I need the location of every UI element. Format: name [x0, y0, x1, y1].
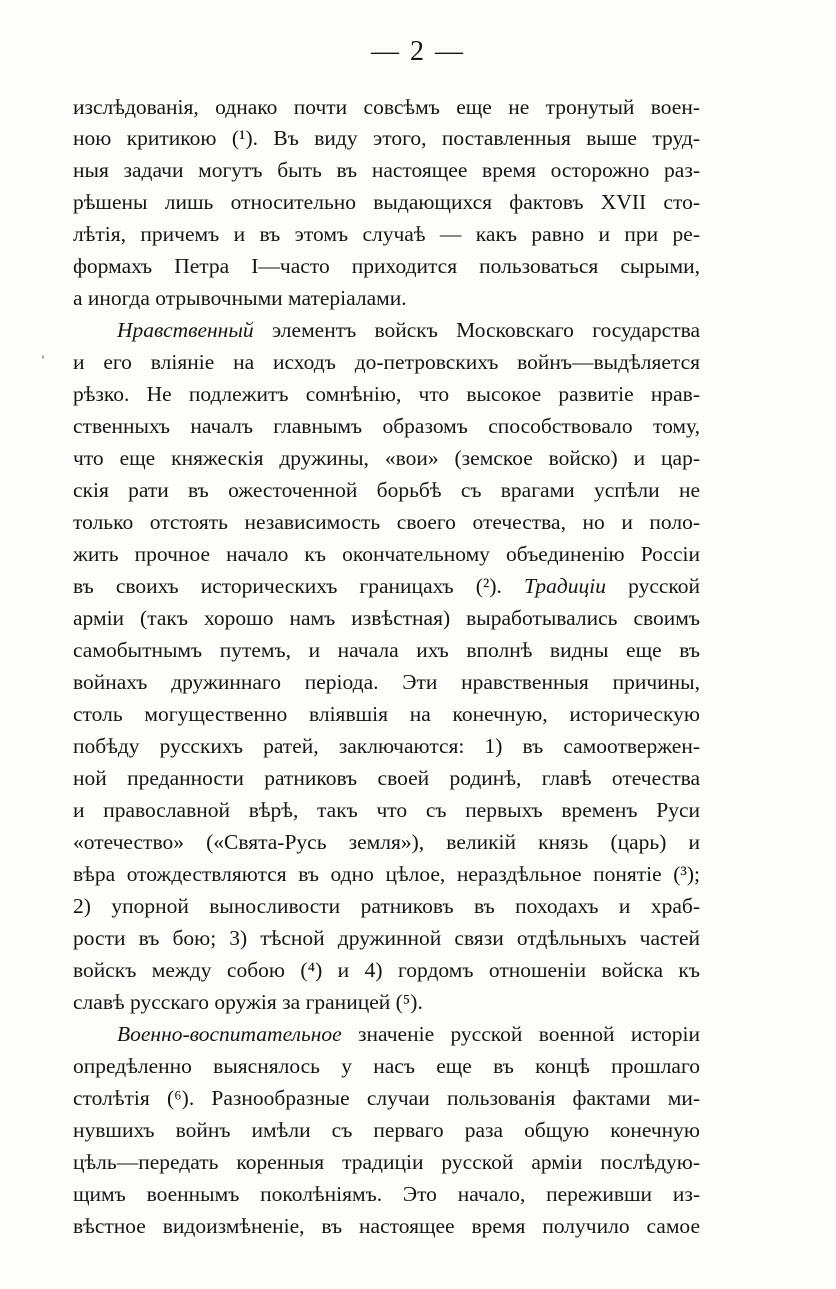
- text-line: рости въ бою; 3) тѣсной дружинной связи отдѣльныхъ частей: [73, 926, 700, 950]
- text-line: ною критикою (¹). Въ виду этого, поставленныя выше труд-: [73, 126, 700, 150]
- text-line: рѣшены лишь относительно выдающихся фактовъ XVII сто-: [73, 190, 700, 214]
- text-line: войнахъ дружиннаго періода. Эти нравственныя причины,: [73, 670, 700, 694]
- text-line: а иногда отрывочными матеріалами.: [73, 286, 407, 310]
- text-line: Военно-воспитательное значеніе русской военной исторіи: [117, 1022, 700, 1046]
- text-line: и православной вѣрѣ, такъ что съ первыхъ временъ Руси: [73, 798, 700, 822]
- text-line: формахъ Петра I—часто приходится пользоваться сырыми,: [73, 254, 700, 278]
- text-line: «отечество» («Свята-Русь земля»), великій князь (царь) и: [73, 830, 700, 854]
- italic-term: Нравственный: [117, 318, 254, 342]
- text-line: вѣра отождествляются въ одно цѣлое, нераздѣльное понятіе (³);: [73, 862, 700, 886]
- text-line: столь могущественно вліявшія на конечную, историческую: [73, 702, 700, 726]
- text-line: жить прочное начало къ окончательному объединенію Россіи: [73, 542, 700, 566]
- text-line: что еще княжескія дружины, «вои» (земское войско) и цар-: [73, 446, 700, 470]
- text-line: побѣду русскихъ ратей, заключаются: 1) въ самоотвержен-: [73, 734, 700, 758]
- text-line: изслѣдованія, однако почти совсѣмъ еще не тронутый воен-: [73, 95, 700, 119]
- text-line: Нравственный элементъ войскъ Московскаго государства: [117, 318, 700, 342]
- text-line: и его вліяніе на исходъ до-петровскихъ войнъ—выдѣляется: [73, 350, 700, 374]
- text-line: опредѣленно выяснялось у насъ еще въ концѣ прошлаго: [73, 1054, 700, 1078]
- italic-term: Военно-воспитательное: [117, 1022, 342, 1046]
- text-line: вѣстное видоизмѣненіе, въ настоящее время получило самое: [73, 1214, 700, 1238]
- margin-mark: ˈ: [40, 352, 46, 372]
- text-line: лѣтія, причемъ и въ этомъ случаѣ — какъ равно и при ре-: [73, 222, 700, 246]
- text-line: ственныхъ началъ главнымъ образомъ способствовало тому,: [73, 414, 700, 438]
- text-line: ной преданности ратниковъ своей родинѣ, главѣ отечества: [73, 766, 700, 790]
- text-line: столѣтія (⁶). Разнообразные случаи пользованія фактами ми-: [73, 1086, 700, 1110]
- italic-term: Традиціи: [523, 574, 607, 598]
- text-line: щимъ военнымъ поколѣніямъ. Это начало, переживши из-: [73, 1182, 700, 1206]
- text-line: 2) упорной выносливости ратниковъ въ походахъ и храб-: [73, 894, 700, 918]
- text-line: самобытнымъ путемъ, и начала ихъ вполнѣ видны еще въ: [73, 638, 700, 662]
- text-line: только отстоять независимость своего отечества, но и поло-: [73, 510, 700, 534]
- text-line: скія рати въ ожесточенной борьбѣ съ врагами успѣли не: [73, 478, 700, 502]
- page-number: — 2 —: [371, 36, 465, 67]
- text-line: арміи (такъ хорошо намъ извѣстная) выработывались своимъ: [73, 606, 700, 630]
- text-line: войскъ между собою (⁴) и 4) гордомъ отношеніи войска къ: [73, 958, 700, 982]
- text-line: цѣль—передать коренныя традиціи русской арміи послѣдую-: [73, 1150, 700, 1174]
- text-line: нувшихъ войнъ имѣли съ перваго раза общую конечную: [73, 1118, 700, 1142]
- text-line: ныя задачи могутъ быть въ настоящее время осторожно раз-: [73, 158, 700, 182]
- text-line: рѣзко. Не подлежитъ сомнѣнію, что высокое развитіе нрав-: [73, 382, 700, 406]
- text-line: славѣ русскаго оружія за границей (⁵).: [73, 990, 423, 1014]
- text-line: въ своихъ историческихъ границахъ (²). Традиціи русской: [73, 574, 700, 598]
